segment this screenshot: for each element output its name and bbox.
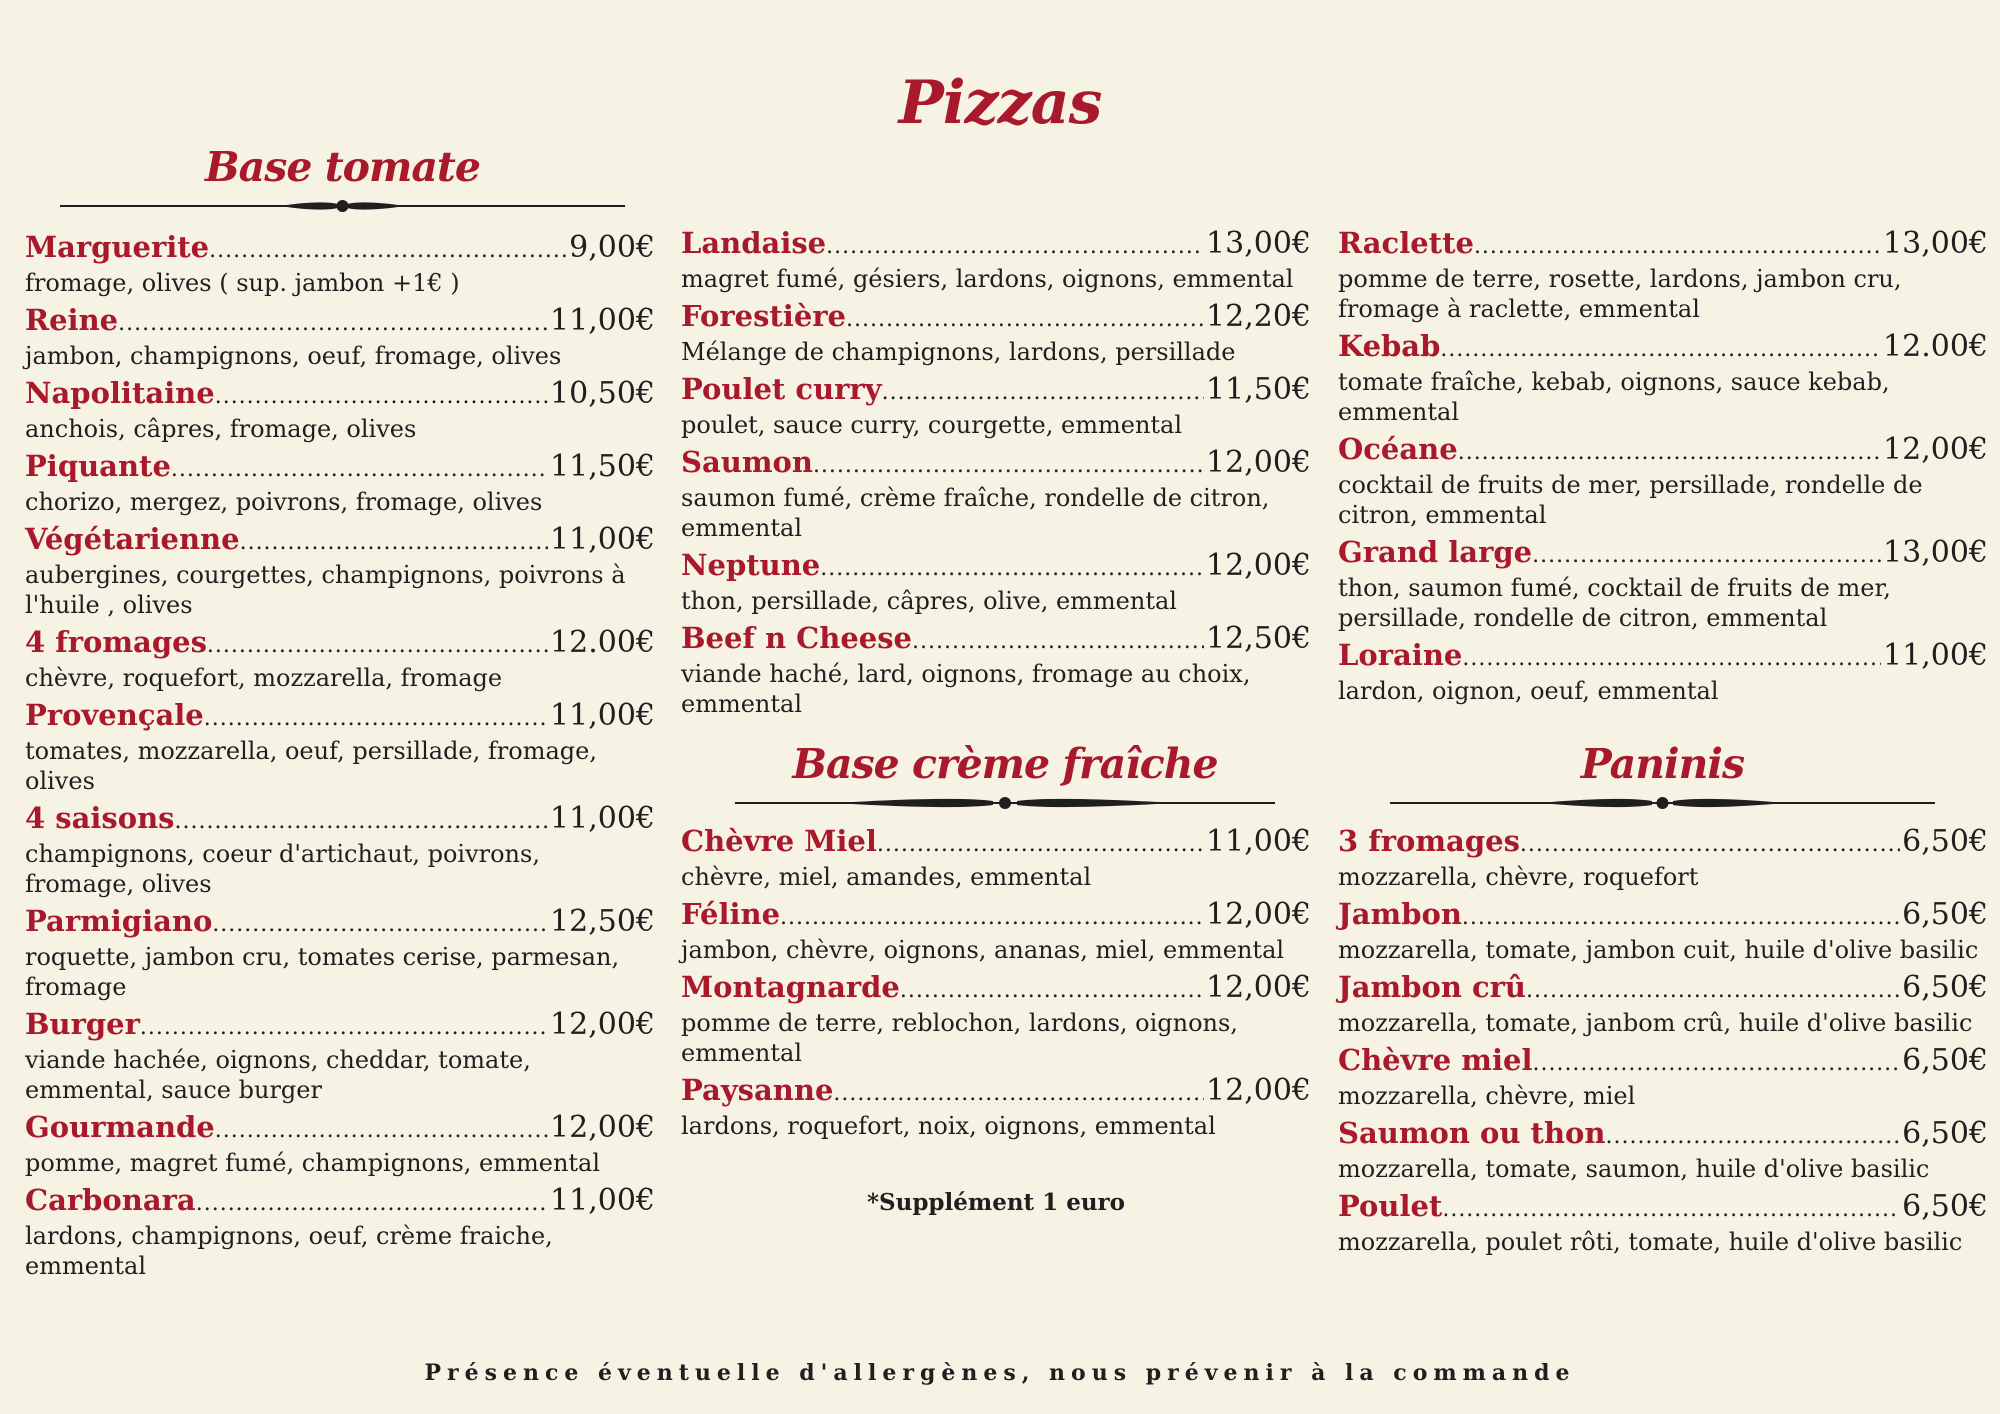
menu-item-row [681, 824, 1311, 862]
menu-item-description: magret fumé, gésiers, lardons, oignons, emmental [681, 265, 1294, 293]
dot-leader [826, 229, 1204, 264]
menu-item-name: Montagnarde [681, 970, 900, 1004]
menu-item-row [681, 226, 1311, 264]
dot-leader [813, 448, 1204, 483]
menu-item-name: Jambon crû [1338, 970, 1527, 1004]
menu-item [1338, 1043, 1988, 1111]
menu-item [681, 299, 1311, 367]
menu-item-description: viande haché, lard, oignons, fromage au choix, emmental [681, 660, 1251, 718]
menu-item-price: 11,00€ [550, 303, 655, 338]
menu-item [1338, 432, 1988, 530]
menu-item-row [681, 621, 1311, 659]
dot-leader [1462, 900, 1900, 935]
dot-leader [1532, 1046, 1900, 1081]
menu-item-row [25, 376, 655, 414]
menu-item-name: Gourmande [25, 1110, 215, 1144]
menu-item [1338, 226, 1988, 324]
menu-item-price: 11,50€ [550, 449, 655, 484]
dot-leader [820, 551, 1204, 586]
menu-item-row [25, 230, 655, 268]
menu-column-base-tomate [25, 230, 655, 1286]
menu-item-description: pomme de terre, rosette, lardons, jambon cru, fromage à raclette, emmental [1338, 265, 1902, 323]
dot-leader [780, 900, 1204, 935]
menu-item-row [1338, 329, 1988, 367]
menu-item-name: 4 saisons [25, 801, 175, 835]
menu-item-description: saumon fumé, crème fraîche, rondelle de citron, emmental [681, 484, 1270, 542]
menu-item-price: 6,50€ [1902, 1189, 1988, 1224]
menu-item-row [25, 801, 655, 839]
menu-item [1338, 535, 1988, 633]
menu-item [1338, 824, 1988, 892]
menu-item-description: chèvre, roquefort, mozzarella, fromage [25, 664, 503, 692]
menu-item-description: chèvre, miel, amandes, emmental [681, 863, 1092, 891]
menu-item [681, 548, 1311, 616]
menu-item [681, 824, 1311, 892]
menu-item-name: Poulet curry [681, 372, 882, 406]
menu-item-price: 12,00€ [1206, 445, 1311, 480]
menu-item-price: 12,00€ [1883, 432, 1988, 467]
dot-leader [1442, 1192, 1900, 1227]
dot-leader [196, 1186, 548, 1221]
menu-item-name: Landaise [681, 226, 827, 260]
dot-leader [846, 302, 1204, 337]
menu-item [25, 904, 655, 1002]
menu-column-base-creme [681, 824, 1311, 1146]
menu-item [681, 226, 1311, 294]
menu-item-name: Grand large [1338, 535, 1533, 569]
menu-column-base-tomate-3 [1338, 226, 1988, 711]
menu-column-base-tomate-2 [681, 226, 1311, 724]
menu-item-price: 13,00€ [1883, 535, 1988, 570]
menu-item-price: 12,00€ [550, 1110, 655, 1145]
menu-item-price: 12,00€ [1206, 1073, 1311, 1108]
dot-leader [209, 233, 567, 268]
section-title-base-tomate: Base tomate [205, 143, 480, 191]
menu-item [25, 625, 655, 693]
menu-item [1338, 638, 1988, 706]
menu-item-row [681, 548, 1311, 586]
menu-item-name: Piquante [25, 449, 171, 483]
menu-item [25, 303, 655, 371]
menu-item-row [25, 698, 655, 736]
menu-item-description: mozzarella, chèvre, miel [1338, 1082, 1636, 1110]
menu-item-description: mozzarella, tomate, jambon cuit, huile d'olive basilic [1338, 936, 1979, 964]
menu-item-price: 12,50€ [1206, 621, 1311, 656]
menu-item [681, 445, 1311, 543]
dot-leader [1458, 435, 1881, 470]
menu-item [25, 1110, 655, 1178]
menu-item-price: 6,50€ [1902, 1043, 1988, 1078]
menu-item-row [1338, 897, 1988, 935]
menu-item-description: cocktail de fruits de mer, persillade, rondelle de citron, emmental [1338, 471, 1923, 529]
dot-leader [1520, 827, 1900, 862]
menu-item-price: 12,00€ [1206, 897, 1311, 932]
menu-item-name: Océane [1338, 432, 1458, 466]
menu-item-description: mozzarella, tomate, saumon, huile d'olive basilic [1338, 1155, 1930, 1183]
menu-item-row [25, 1110, 655, 1148]
menu-item-price: 11,00€ [550, 522, 655, 557]
menu-item-row [681, 372, 1311, 410]
supplement-note: *Supplément 1 euro [866, 1189, 1126, 1216]
menu-item-price: 11,00€ [1206, 824, 1311, 859]
menu-item-row [681, 897, 1311, 935]
menu-item-name: Neptune [681, 548, 821, 582]
menu-item-description: jambon, champignons, oeuf, fromage, olives [25, 342, 562, 370]
menu-item-price: 6,50€ [1902, 1116, 1988, 1151]
menu-item-price: 6,50€ [1902, 824, 1988, 859]
menu-item-price: 11,00€ [550, 1183, 655, 1218]
menu-item-description: lardons, champignons, oeuf, crème fraiche, emmental [25, 1222, 553, 1280]
menu-item-name: Saumon ou thon [1338, 1116, 1606, 1150]
menu-item [25, 698, 655, 796]
menu-item-description: lardons, roquefort, noix, oignons, emmental [681, 1112, 1216, 1140]
menu-item-price: 13,00€ [1883, 226, 1988, 261]
section-heading-base-creme [735, 740, 1275, 814]
menu-column-paninis [1338, 824, 1988, 1262]
dot-leader [212, 907, 548, 942]
menu-item-row [25, 303, 655, 341]
menu-item-name: Kebab [1338, 329, 1441, 363]
menu-item-description: aubergines, courgettes, champignons, poivrons à l'huile , olives [25, 561, 626, 619]
menu-item-description: Mélange de champignons, lardons, persillade [681, 338, 1236, 366]
menu-item-description: tomates, mozzarella, oeuf, persillade, fromage, olives [25, 737, 597, 795]
menu-item-name: Marguerite [25, 230, 210, 264]
ornament-divider [735, 792, 1275, 814]
dot-leader [171, 452, 548, 487]
menu-item-description: lardon, oignon, oeuf, emmental [1338, 677, 1719, 705]
dot-leader [1440, 332, 1881, 367]
menu-item-row [1338, 226, 1988, 264]
menu-item-row [25, 1183, 655, 1221]
dot-leader [1605, 1119, 1900, 1154]
menu-item [25, 230, 655, 298]
menu-item-price: 13,00€ [1206, 226, 1311, 261]
dot-leader [882, 375, 1204, 410]
menu-item-price: 12.00€ [550, 625, 655, 660]
menu-item-description: mozzarella, poulet rôti, tomate, huile d'olive basilic [1338, 1228, 1963, 1256]
menu-item-name: Reine [25, 303, 119, 337]
dot-leader [1526, 973, 1900, 1008]
dot-leader [204, 701, 548, 736]
menu-item-row [681, 1073, 1311, 1111]
menu-item [681, 621, 1311, 719]
menu-item-description: thon, persillade, câpres, olive, emmental [681, 587, 1177, 615]
dot-leader [1474, 229, 1881, 264]
menu-item-name: Raclette [1338, 226, 1474, 260]
menu-item-row [681, 445, 1311, 483]
menu-item-name: Burger [25, 1007, 140, 1041]
menu-item-price: 11,00€ [550, 698, 655, 733]
dot-leader [1532, 538, 1881, 573]
menu-item-name: Poulet [1338, 1189, 1443, 1223]
menu-item-price: 12,00€ [550, 1007, 655, 1042]
menu-item-row [681, 299, 1311, 337]
menu-item-name: Provençale [25, 698, 204, 732]
page-title: Pizzas [898, 68, 1102, 138]
allergen-notice: Présence éventuelle d'allergènes, nous prévenir à la commande [424, 1360, 1576, 1386]
menu-item-name: Beef n Cheese [681, 621, 913, 655]
section-heading-base-tomate [60, 143, 625, 217]
menu-item-row [1338, 1043, 1988, 1081]
menu-item-price: 11,50€ [1206, 372, 1311, 407]
dot-leader [833, 1076, 1204, 1111]
dot-leader [215, 1113, 548, 1148]
menu-item-name: Parmigiano [25, 904, 213, 938]
menu-item-name: Végétarienne [25, 522, 240, 556]
menu-item-description: anchois, câpres, fromage, olives [25, 415, 417, 443]
menu-item-description: poulet, sauce curry, courgette, emmental [681, 411, 1183, 439]
section-title-paninis: Paninis [1580, 740, 1745, 788]
menu-item [681, 1073, 1311, 1141]
menu-item-name: Paysanne [681, 1073, 834, 1107]
dot-leader [207, 628, 548, 663]
menu-item [25, 1007, 655, 1105]
menu-item-name: Forestière [681, 299, 846, 333]
menu-item [25, 1183, 655, 1281]
menu-item-price: 10,50€ [550, 376, 655, 411]
menu-item-name: Loraine [1338, 638, 1463, 672]
menu-item-row [1338, 1116, 1988, 1154]
menu-item-description: pomme, magret fumé, champignons, emmental [25, 1149, 601, 1177]
menu-item-price: 12,20€ [1206, 299, 1311, 334]
section-heading-paninis [1390, 740, 1935, 814]
menu-item-name: Chèvre miel [1338, 1043, 1533, 1077]
dot-leader [118, 306, 548, 341]
ornament-divider [60, 195, 625, 217]
dot-leader [175, 804, 549, 839]
menu-item-name: Féline [681, 897, 781, 931]
menu-item-row [25, 625, 655, 663]
menu-item-name: Carbonara [25, 1183, 196, 1217]
menu-item-row [25, 904, 655, 942]
menu-item-name: 4 fromages [25, 625, 207, 659]
menu-item [681, 372, 1311, 440]
menu-item-name: Saumon [681, 445, 813, 479]
menu-item-row [1338, 970, 1988, 1008]
menu-item-price: 12,00€ [1206, 970, 1311, 1005]
menu-item-row [1338, 638, 1988, 676]
dot-leader [912, 624, 1204, 659]
menu-item-row [25, 449, 655, 487]
menu-item-name: Napolitaine [25, 376, 215, 410]
menu-item-price: 11,00€ [1883, 638, 1988, 673]
menu-item-row [1338, 535, 1988, 573]
dot-leader [1462, 641, 1881, 676]
menu-item [25, 801, 655, 899]
menu-item-price: 11,00€ [550, 801, 655, 836]
dot-leader [900, 973, 1204, 1008]
menu-item [1338, 329, 1988, 427]
menu-item-price: 12,50€ [550, 904, 655, 939]
menu-item-row [25, 522, 655, 560]
menu-item-name: Jambon [1338, 897, 1462, 931]
dot-leader [140, 1010, 548, 1045]
menu-item-row [1338, 1189, 1988, 1227]
ornament-divider [1390, 792, 1935, 814]
menu-item-description: fromage, olives ( sup. jambon +1€ ) [25, 269, 460, 297]
menu-item-name: Chèvre Miel [681, 824, 877, 858]
menu-item [25, 522, 655, 620]
menu-item-price: 12.00€ [1883, 329, 1988, 364]
menu-item-price: 6,50€ [1902, 897, 1988, 932]
menu-item-price: 9,00€ [569, 230, 655, 265]
menu-item-description: tomate fraîche, kebab, oignons, sauce kebab, emmental [1338, 368, 1890, 426]
menu-item-row [25, 1007, 655, 1045]
menu-item-price: 6,50€ [1902, 970, 1988, 1005]
menu-item-description: chorizo, mergez, poivrons, fromage, olives [25, 488, 543, 516]
menu-item-description: roquette, jambon cru, tomates cerise, parmesan, fromage [25, 943, 620, 1001]
menu-item-name: 3 fromages [1338, 824, 1520, 858]
menu-item [1338, 1189, 1988, 1257]
menu-item-description: pomme de terre, reblochon, lardons, oignons, emmental [681, 1009, 1238, 1067]
menu-item [681, 970, 1311, 1068]
menu-item-description: champignons, coeur d'artichaut, poivrons, fromage, olives [25, 840, 540, 898]
menu-item-row [1338, 824, 1988, 862]
menu-item-description: mozzarella, chèvre, roquefort [1338, 863, 1699, 891]
menu-item-row [1338, 432, 1988, 470]
section-title-base-creme: Base crème fraîche [792, 740, 1218, 788]
dot-leader [215, 379, 548, 414]
menu-item-description: mozzarella, tomate, janbom crû, huile d'olive basilic [1338, 1009, 1973, 1037]
menu-item-description: thon, saumon fumé, cocktail de fruits de mer, persillade, rondelle de citron, emmental [1338, 574, 1891, 632]
menu-item [25, 449, 655, 517]
menu-item [25, 376, 655, 444]
menu-item [1338, 1116, 1988, 1184]
menu-item [1338, 897, 1988, 965]
menu-item-description: viande hachée, oignons, cheddar, tomate, emmental, sauce burger [25, 1046, 531, 1104]
menu-item [1338, 970, 1988, 1038]
menu-item-price: 12,00€ [1206, 548, 1311, 583]
dot-leader [877, 827, 1204, 862]
menu-item-row [681, 970, 1311, 1008]
menu-item [681, 897, 1311, 965]
dot-leader [240, 525, 548, 560]
menu-item-description: jambon, chèvre, oignons, ananas, miel, emmental [681, 936, 1285, 964]
